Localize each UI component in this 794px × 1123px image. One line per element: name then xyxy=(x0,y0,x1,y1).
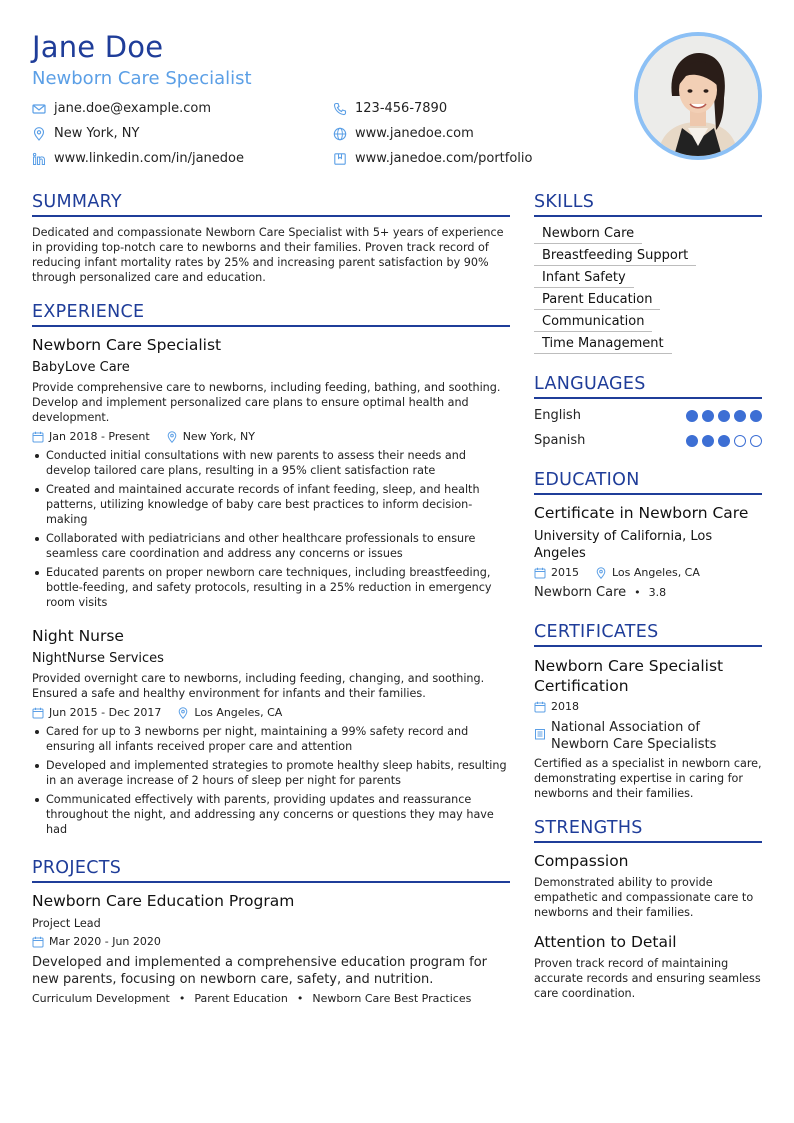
list-item: Cared for up to 3 newborns per night, maintaining a 99% safety record and ensuring all infants received proper care and attention xyxy=(32,724,510,754)
strength-title: Compassion xyxy=(534,852,629,870)
level-dot-filled xyxy=(734,410,746,422)
strength-title: Attention to Detail xyxy=(534,933,677,951)
project-skill: Parent Education xyxy=(194,992,288,1005)
education-rule xyxy=(534,493,762,495)
contact-linkedin[interactable] xyxy=(32,151,244,166)
level-dot-filled xyxy=(686,435,698,447)
certificate-issuer: National Association of Newborn Care Specialists xyxy=(551,720,717,752)
job-location: New York, NY xyxy=(182,430,255,443)
website-text: www.janedoe.com xyxy=(355,126,474,141)
strengths-heading: STRENGTHS xyxy=(534,818,643,838)
projects-rule xyxy=(32,881,510,883)
language-name: Spanish xyxy=(534,433,586,448)
job-description: Provide comprehensive care to newborns, including feeding, bathing, and soothing. Develop and implement personalized care plans to ensure optimal health and development. xyxy=(32,381,501,424)
project-description: Developed and implemented a comprehensive education program for new parents, focusing on newborn care, safety, and nutrition. xyxy=(32,955,487,987)
list-item: Conducted initial consultations with new parents to assess their needs and develop tailored care plans, resulting in a 95% client satisfaction rate xyxy=(32,448,510,478)
job-description: Provided overnight care to newborns, including feeding, changing, and soothing. Ensured a safe and healthy environment for infants and their families. xyxy=(32,672,485,700)
level-dot-filled xyxy=(702,410,714,422)
projects-heading: PROJECTS xyxy=(32,858,122,878)
portrait-illustration xyxy=(638,36,758,156)
level-dot-filled xyxy=(750,410,762,422)
job-bullets xyxy=(32,724,510,841)
level-dot-empty xyxy=(734,435,746,447)
calendar-icon xyxy=(32,936,44,948)
certificate-year: 2018 xyxy=(551,700,579,713)
location-text: New York, NY xyxy=(54,126,140,141)
project-dates: Mar 2020 - Jun 2020 xyxy=(49,935,161,948)
list-item: Collaborated with pediatricians and other healthcare professionals to ensure seamless care coordination and address any concerns or issues xyxy=(32,531,510,561)
job-location: Los Angeles, CA xyxy=(194,706,283,719)
certificate-issuer-row xyxy=(534,719,762,753)
skill-tag: Time Management xyxy=(534,336,672,354)
linkedin-icon xyxy=(32,152,46,166)
skill-tag: Communication xyxy=(534,314,652,332)
calendar-icon xyxy=(32,707,44,719)
level-dot-empty xyxy=(750,435,762,447)
certificate-title: Newborn Care Specialist Certification xyxy=(534,657,724,695)
degree-title: Certificate in Newborn Care xyxy=(534,504,749,522)
institution-icon xyxy=(534,728,546,740)
job-title: Newborn Care Specialist xyxy=(32,336,222,354)
portfolio-text: www.janedoe.com/portfolio xyxy=(355,151,533,166)
certificate-description: Certified as a specialist in newborn care, demonstrating expertise in caring for newborns and their families. xyxy=(534,757,762,800)
contact-location xyxy=(32,126,139,141)
job-company: BabyLove Care xyxy=(32,360,130,375)
job-title: Night Nurse xyxy=(32,627,124,645)
job-company: NightNurse Services xyxy=(32,651,164,666)
summary-heading: SUMMARY xyxy=(32,192,122,212)
school-name: University of California, Los Angeles xyxy=(534,529,713,561)
project-skill: Newborn Care Best Practices xyxy=(312,992,472,1005)
skill-tag: Infant Safety xyxy=(534,270,634,288)
calendar-icon xyxy=(534,567,546,579)
job-dates: Jan 2018 - Present xyxy=(49,430,150,443)
skills-rule xyxy=(534,215,762,217)
strength-description: Proven track record of maintaining accurate records and ensuring seamless care coordination. xyxy=(534,957,761,1000)
calendar-icon xyxy=(32,431,44,443)
contact-website[interactable] xyxy=(333,126,474,141)
strength-description: Demonstrated ability to provide empathetic and compassionate care to newborns and their families. xyxy=(534,876,754,919)
certificates-heading: CERTIFICATES xyxy=(534,622,659,642)
contact-portfolio[interactable] xyxy=(333,151,533,166)
education-heading: EDUCATION xyxy=(534,470,640,490)
project-skill: Curriculum Development xyxy=(32,992,170,1005)
experience-rule xyxy=(32,325,510,327)
summary-text: Dedicated and compassionate Newborn Care Specialist with 5+ years of experience in providing top-notch care to newborns and their families. Proven track record of reducing infant mortality rates by 25% and increasing parent satisfaction by 90% through personalized care and education. xyxy=(32,226,504,284)
contact-phone[interactable] xyxy=(333,101,447,116)
language-level xyxy=(682,410,762,422)
level-dot-filled xyxy=(718,410,730,422)
list-item: Communicated effectively with parents, providing updates and reassurance throughout the night, and addressing any concerns or questions they may have had xyxy=(32,792,510,837)
phone-text: 123-456-7890 xyxy=(355,101,448,116)
education-field: Newborn Care xyxy=(534,585,627,600)
education-year: 2015 xyxy=(551,566,579,579)
location-pin-icon xyxy=(166,431,178,443)
list-item: Developed and implemented strategies to promote healthy sleep habits, resulting in an average increase of 2 hours of sleep per night for parents xyxy=(32,758,510,788)
education-location: Los Angeles, CA xyxy=(612,566,700,579)
strengths-rule xyxy=(534,841,762,843)
education-meta xyxy=(534,566,700,579)
list-item: Created and maintained accurate records of infant feeding, sleep, and health patterns, utilizing knowledge of baby care best practices to inform decision-making xyxy=(32,482,510,527)
email-text: jane.doe@example.com xyxy=(54,101,212,116)
certificates-rule xyxy=(534,645,762,647)
language-row xyxy=(534,408,762,423)
linkedin-text: www.linkedin.com/in/janedoe xyxy=(54,151,244,166)
skill-tag: Breastfeeding Support xyxy=(534,248,696,266)
separator-dot: • xyxy=(178,992,186,1005)
location-pin-icon xyxy=(177,707,189,719)
globe-icon xyxy=(333,127,347,141)
project-skills xyxy=(32,992,471,1005)
project-meta xyxy=(32,935,161,948)
phone-icon xyxy=(333,102,347,116)
profile-photo xyxy=(634,32,762,160)
language-level xyxy=(682,435,762,447)
job-meta xyxy=(32,430,255,443)
list-item: Educated parents on proper newborn care techniques, including breastfeeding, bottle-feeding, and safety protocols, resulting in a 25% reduction in emergency room visits xyxy=(32,565,510,610)
skill-tag: Newborn Care xyxy=(534,226,642,244)
location-pin-icon xyxy=(32,127,46,141)
summary-rule xyxy=(32,215,510,217)
certificate-meta xyxy=(534,700,579,713)
separator-dot: • xyxy=(296,992,304,1005)
languages-rule xyxy=(534,397,762,399)
level-dot-filled xyxy=(686,410,698,422)
education-gpa: 3.8 xyxy=(648,586,667,599)
contact-email[interactable] xyxy=(32,101,211,116)
education-field-row xyxy=(534,585,666,600)
job-dates: Jun 2015 - Dec 2017 xyxy=(49,706,162,719)
candidate-title: Newborn Care Specialist xyxy=(32,68,252,89)
calendar-icon xyxy=(534,701,546,713)
separator-dot: • xyxy=(634,586,641,599)
skill-tag: Parent Education xyxy=(534,292,660,310)
level-dot-filled xyxy=(718,435,730,447)
portfolio-icon xyxy=(333,152,347,166)
skills-heading: SKILLS xyxy=(534,192,595,212)
level-dot-filled xyxy=(702,435,714,447)
location-pin-icon xyxy=(595,567,607,579)
job-bullets xyxy=(32,448,510,614)
project-title: Newborn Care Education Program xyxy=(32,892,295,910)
languages-heading: LANGUAGES xyxy=(534,374,646,394)
email-icon xyxy=(32,102,46,116)
experience-heading: EXPERIENCE xyxy=(32,302,145,322)
candidate-name: Jane Doe xyxy=(32,30,164,64)
project-role: Project Lead xyxy=(32,917,101,930)
language-row xyxy=(534,433,762,448)
job-meta xyxy=(32,706,282,719)
language-name: English xyxy=(534,408,581,423)
